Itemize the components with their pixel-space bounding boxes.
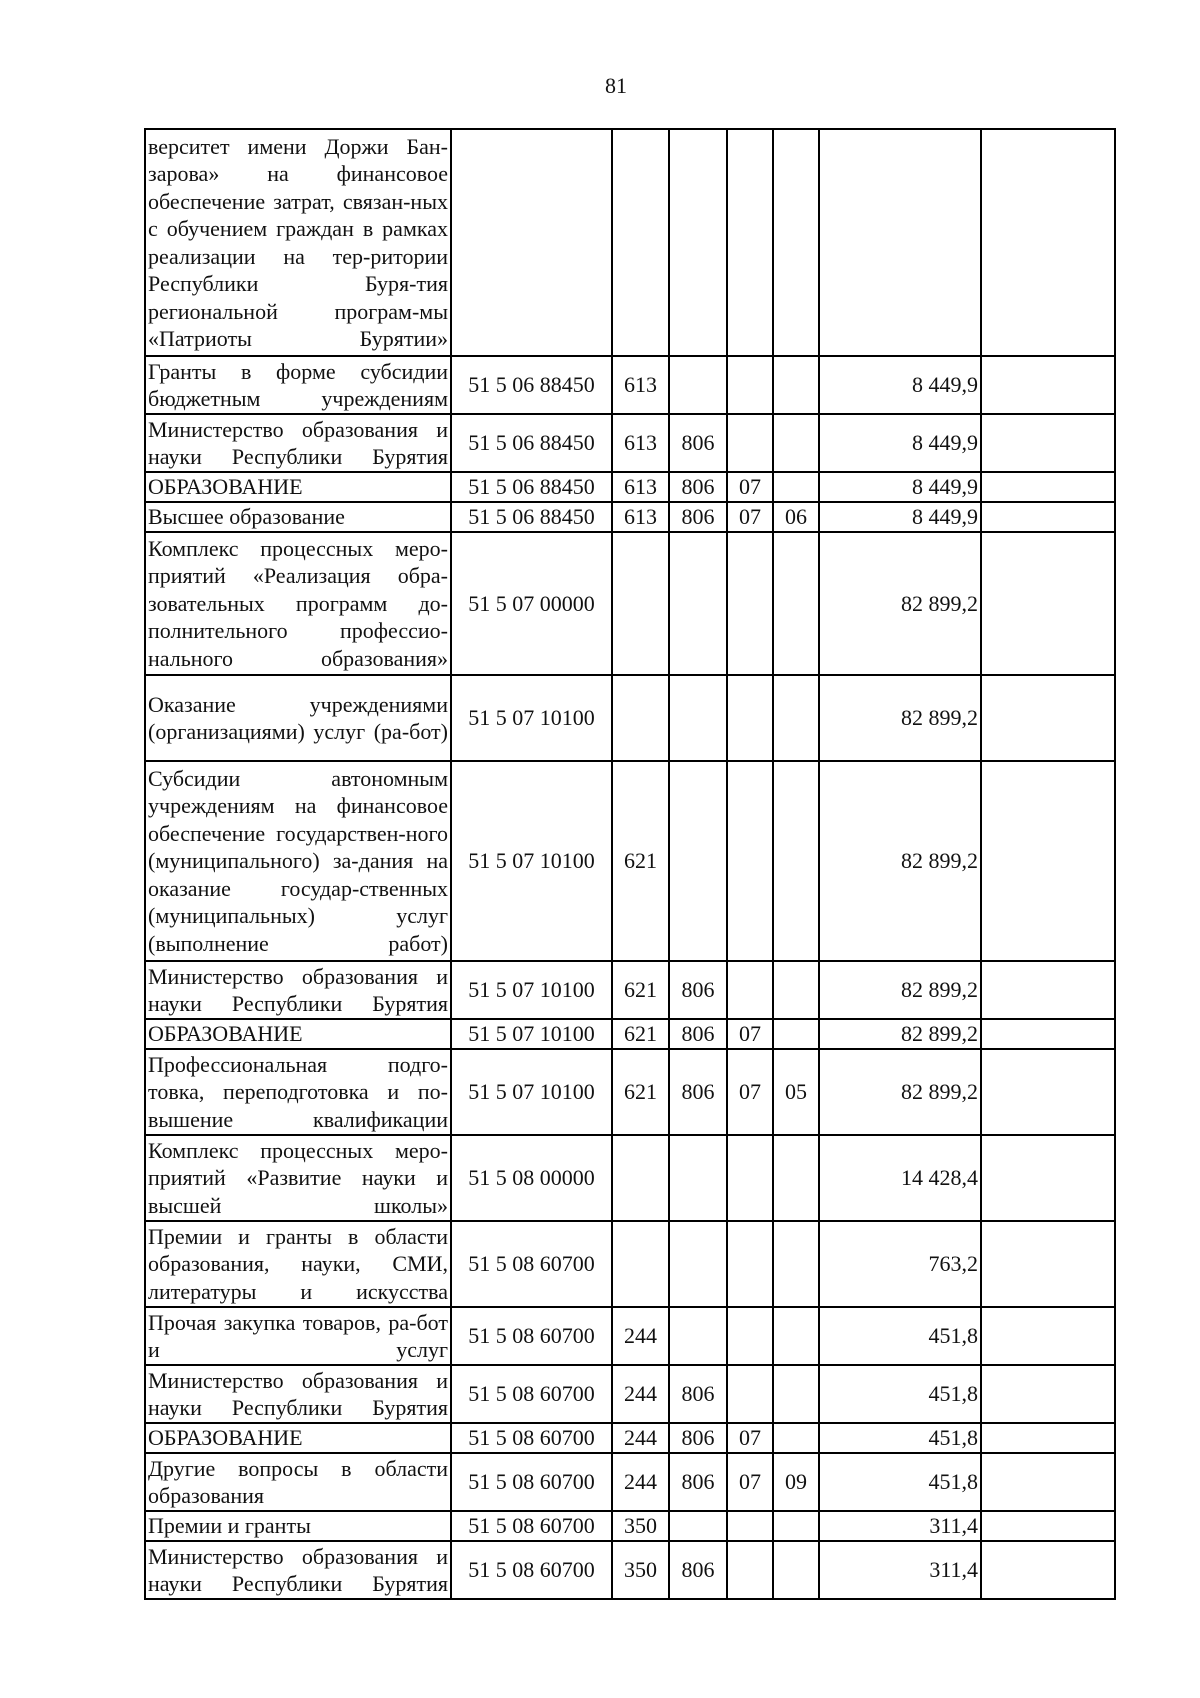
empty-cell bbox=[981, 1453, 1115, 1511]
table-row bbox=[145, 1365, 1115, 1423]
amount-cell: 8 449,9 bbox=[819, 414, 981, 472]
ministry-code-cell: 806 bbox=[669, 1365, 727, 1423]
table-row bbox=[145, 1221, 1115, 1307]
table-row bbox=[145, 1019, 1115, 1049]
target-code-cell: 51 5 08 60700 bbox=[451, 1511, 612, 1541]
expense-type-cell bbox=[612, 1221, 669, 1307]
empty-cell bbox=[981, 472, 1115, 502]
table-row bbox=[145, 1423, 1115, 1453]
ministry-code-cell: 806 bbox=[669, 502, 727, 532]
target-code-cell: 51 5 07 10100 bbox=[451, 761, 612, 961]
subsection-cell bbox=[773, 1423, 819, 1453]
section-cell: 07 bbox=[727, 1019, 773, 1049]
empty-cell bbox=[981, 675, 1115, 761]
table-row bbox=[145, 1049, 1115, 1135]
empty-cell bbox=[981, 1423, 1115, 1453]
section-cell: 07 bbox=[727, 1049, 773, 1135]
table-row bbox=[145, 1541, 1115, 1599]
subsection-cell bbox=[773, 961, 819, 1019]
expense-type-cell: 244 bbox=[612, 1365, 669, 1423]
target-code-cell: 51 5 07 10100 bbox=[451, 1019, 612, 1049]
subsection-cell bbox=[773, 532, 819, 675]
empty-cell bbox=[981, 356, 1115, 414]
empty-cell bbox=[981, 1307, 1115, 1365]
row-name-cell: Министерство образования и науки Республики Бурятия bbox=[145, 1365, 451, 1423]
target-code-cell: 51 5 08 60700 bbox=[451, 1307, 612, 1365]
amount-cell: 82 899,2 bbox=[819, 532, 981, 675]
amount-cell: 451,8 bbox=[819, 1307, 981, 1365]
empty-cell bbox=[981, 961, 1115, 1019]
section-cell bbox=[727, 414, 773, 472]
target-code-cell: 51 5 08 60700 bbox=[451, 1541, 612, 1599]
subsection-cell: 05 bbox=[773, 1049, 819, 1135]
row-name-cell: Министерство образования и науки Республики Бурятия bbox=[145, 414, 451, 472]
section-cell bbox=[727, 356, 773, 414]
row-name-cell: Гранты в форме субсидии бюджетным учреждениям bbox=[145, 356, 451, 414]
ministry-code-cell bbox=[669, 1307, 727, 1365]
amount-cell: 451,8 bbox=[819, 1423, 981, 1453]
target-code-cell: 51 5 08 60700 bbox=[451, 1365, 612, 1423]
ministry-code-cell: 806 bbox=[669, 961, 727, 1019]
subsection-cell bbox=[773, 356, 819, 414]
row-name-cell: Субсидии автономным учреждениям на финансовое обеспечение государствен-ного (муниципального) за-дания на оказание государ-ственных (муниципальных) услуг (выполнение работ) bbox=[145, 761, 451, 961]
subsection-cell bbox=[773, 129, 819, 356]
empty-cell bbox=[981, 502, 1115, 532]
subsection-cell bbox=[773, 1019, 819, 1049]
subsection-cell bbox=[773, 1541, 819, 1599]
target-code-cell: 51 5 07 10100 bbox=[451, 961, 612, 1019]
table-row bbox=[145, 472, 1115, 502]
target-code-cell: 51 5 06 88450 bbox=[451, 472, 612, 502]
target-code-cell: 51 5 07 00000 bbox=[451, 532, 612, 675]
row-name-cell: ОБРАЗОВАНИЕ bbox=[145, 1423, 451, 1453]
table-row bbox=[145, 532, 1115, 675]
expense-type-cell: 244 bbox=[612, 1453, 669, 1511]
amount-cell: 311,4 bbox=[819, 1541, 981, 1599]
row-name-cell: ОБРАЗОВАНИЕ bbox=[145, 1019, 451, 1049]
target-code-cell bbox=[451, 129, 612, 356]
section-cell bbox=[727, 1511, 773, 1541]
target-code-cell: 51 5 07 10100 bbox=[451, 675, 612, 761]
empty-cell bbox=[981, 129, 1115, 356]
budget-table bbox=[144, 128, 1116, 1600]
expense-type-cell: 613 bbox=[612, 502, 669, 532]
row-name-cell: Оказание учреждениями (организациями) услуг (ра-бот) bbox=[145, 675, 451, 761]
ministry-code-cell: 806 bbox=[669, 472, 727, 502]
subsection-cell bbox=[773, 1307, 819, 1365]
section-cell bbox=[727, 1135, 773, 1221]
section-cell: 07 bbox=[727, 1423, 773, 1453]
subsection-cell bbox=[773, 472, 819, 502]
row-name-cell: Премии и гранты в области образования, науки, СМИ, литературы и искусства bbox=[145, 1221, 451, 1307]
row-name-cell: Комплекс процессных меро-приятий «Развитие науки и высшей школы» bbox=[145, 1135, 451, 1221]
expense-type-cell bbox=[612, 1135, 669, 1221]
expense-type-cell: 613 bbox=[612, 356, 669, 414]
expense-type-cell: 621 bbox=[612, 1049, 669, 1135]
subsection-cell: 09 bbox=[773, 1453, 819, 1511]
table-row bbox=[145, 414, 1115, 472]
section-cell bbox=[727, 532, 773, 675]
ministry-code-cell bbox=[669, 356, 727, 414]
subsection-cell bbox=[773, 675, 819, 761]
ministry-code-cell: 806 bbox=[669, 1423, 727, 1453]
section-cell: 07 bbox=[727, 1453, 773, 1511]
row-name-cell: Профессиональная подго-товка, переподготовка и по-вышение квалификации bbox=[145, 1049, 451, 1135]
section-cell bbox=[727, 961, 773, 1019]
empty-cell bbox=[981, 1019, 1115, 1049]
amount-cell: 82 899,2 bbox=[819, 1019, 981, 1049]
section-cell bbox=[727, 1221, 773, 1307]
expense-type-cell: 244 bbox=[612, 1307, 669, 1365]
empty-cell bbox=[981, 1135, 1115, 1221]
target-code-cell: 51 5 07 10100 bbox=[451, 1049, 612, 1135]
row-name-cell: верситет имени Доржи Бан-зарова» на финансовое обеспечение затрат, связан-ных с обучением граждан в рамках реализации на тер-ритории Республики Буря-тия региональной програм-мы «Патриоты Бурятии» bbox=[145, 129, 451, 356]
empty-cell bbox=[981, 761, 1115, 961]
ministry-code-cell: 806 bbox=[669, 1541, 727, 1599]
target-code-cell: 51 5 06 88450 bbox=[451, 502, 612, 532]
ministry-code-cell bbox=[669, 1221, 727, 1307]
row-name-cell: Министерство образования и науки Республики Бурятия bbox=[145, 961, 451, 1019]
amount-cell: 82 899,2 bbox=[819, 961, 981, 1019]
amount-cell: 8 449,9 bbox=[819, 502, 981, 532]
empty-cell bbox=[981, 532, 1115, 675]
amount-cell: 82 899,2 bbox=[819, 761, 981, 961]
expense-type-cell: 621 bbox=[612, 961, 669, 1019]
amount-cell: 82 899,2 bbox=[819, 1049, 981, 1135]
target-code-cell: 51 5 08 60700 bbox=[451, 1221, 612, 1307]
target-code-cell: 51 5 08 00000 bbox=[451, 1135, 612, 1221]
subsection-cell bbox=[773, 414, 819, 472]
table-row bbox=[145, 761, 1115, 961]
ministry-code-cell: 806 bbox=[669, 1049, 727, 1135]
expense-type-cell: 613 bbox=[612, 414, 669, 472]
table-row bbox=[145, 1511, 1115, 1541]
section-cell bbox=[727, 1365, 773, 1423]
ministry-code-cell bbox=[669, 129, 727, 356]
amount-cell: 451,8 bbox=[819, 1453, 981, 1511]
expense-type-cell: 613 bbox=[612, 472, 669, 502]
subsection-cell bbox=[773, 1365, 819, 1423]
section-cell bbox=[727, 761, 773, 961]
row-name-cell: Прочая закупка товаров, ра-бот и услуг bbox=[145, 1307, 451, 1365]
expense-type-cell: 621 bbox=[612, 1019, 669, 1049]
empty-cell bbox=[981, 1221, 1115, 1307]
empty-cell bbox=[981, 414, 1115, 472]
ministry-code-cell bbox=[669, 1511, 727, 1541]
subsection-cell bbox=[773, 1511, 819, 1541]
table-row bbox=[145, 129, 1115, 356]
expense-type-cell bbox=[612, 532, 669, 675]
table-row bbox=[145, 502, 1115, 532]
empty-cell bbox=[981, 1365, 1115, 1423]
ministry-code-cell: 806 bbox=[669, 1019, 727, 1049]
subsection-cell bbox=[773, 1221, 819, 1307]
expense-type-cell: 350 bbox=[612, 1541, 669, 1599]
ministry-code-cell: 806 bbox=[669, 1453, 727, 1511]
ministry-code-cell bbox=[669, 1135, 727, 1221]
amount-cell: 82 899,2 bbox=[819, 675, 981, 761]
page-number: 81 bbox=[605, 73, 627, 98]
table-row bbox=[145, 1307, 1115, 1365]
row-name-cell: Комплекс процессных меро-приятий «Реализация обра-зовательных программ до-полнительного профессио-нального образования» bbox=[145, 532, 451, 675]
section-cell bbox=[727, 1307, 773, 1365]
section-cell: 07 bbox=[727, 502, 773, 532]
row-name-cell: Премии и гранты bbox=[145, 1511, 451, 1541]
empty-cell bbox=[981, 1049, 1115, 1135]
target-code-cell: 51 5 06 88450 bbox=[451, 414, 612, 472]
row-name-cell: Министерство образования и науки Республики Бурятия bbox=[145, 1541, 451, 1599]
amount-cell bbox=[819, 129, 981, 356]
target-code-cell: 51 5 08 60700 bbox=[451, 1423, 612, 1453]
ministry-code-cell: 806 bbox=[669, 414, 727, 472]
expense-type-cell bbox=[612, 129, 669, 356]
empty-cell bbox=[981, 1541, 1115, 1599]
target-code-cell: 51 5 08 60700 bbox=[451, 1453, 612, 1511]
ministry-code-cell bbox=[669, 675, 727, 761]
amount-cell: 14 428,4 bbox=[819, 1135, 981, 1221]
table-row bbox=[145, 1135, 1115, 1221]
ministry-code-cell bbox=[669, 761, 727, 961]
amount-cell: 763,2 bbox=[819, 1221, 981, 1307]
expense-type-cell: 244 bbox=[612, 1423, 669, 1453]
row-name-cell: Высшее образование bbox=[145, 502, 451, 532]
target-code-cell: 51 5 06 88450 bbox=[451, 356, 612, 414]
table-row bbox=[145, 961, 1115, 1019]
subsection-cell: 06 bbox=[773, 502, 819, 532]
expense-type-cell: 350 bbox=[612, 1511, 669, 1541]
section-cell bbox=[727, 129, 773, 356]
table-row bbox=[145, 1453, 1115, 1511]
row-name-cell: Другие вопросы в области образования bbox=[145, 1453, 451, 1511]
subsection-cell bbox=[773, 761, 819, 961]
expense-type-cell: 621 bbox=[612, 761, 669, 961]
section-cell bbox=[727, 1541, 773, 1599]
row-name-cell: ОБРАЗОВАНИЕ bbox=[145, 472, 451, 502]
section-cell bbox=[727, 675, 773, 761]
section-cell: 07 bbox=[727, 472, 773, 502]
ministry-code-cell bbox=[669, 532, 727, 675]
amount-cell: 311,4 bbox=[819, 1511, 981, 1541]
amount-cell: 8 449,9 bbox=[819, 356, 981, 414]
amount-cell: 8 449,9 bbox=[819, 472, 981, 502]
table-row bbox=[145, 675, 1115, 761]
table-row bbox=[145, 356, 1115, 414]
amount-cell: 451,8 bbox=[819, 1365, 981, 1423]
expense-type-cell bbox=[612, 675, 669, 761]
empty-cell bbox=[981, 1511, 1115, 1541]
subsection-cell bbox=[773, 1135, 819, 1221]
